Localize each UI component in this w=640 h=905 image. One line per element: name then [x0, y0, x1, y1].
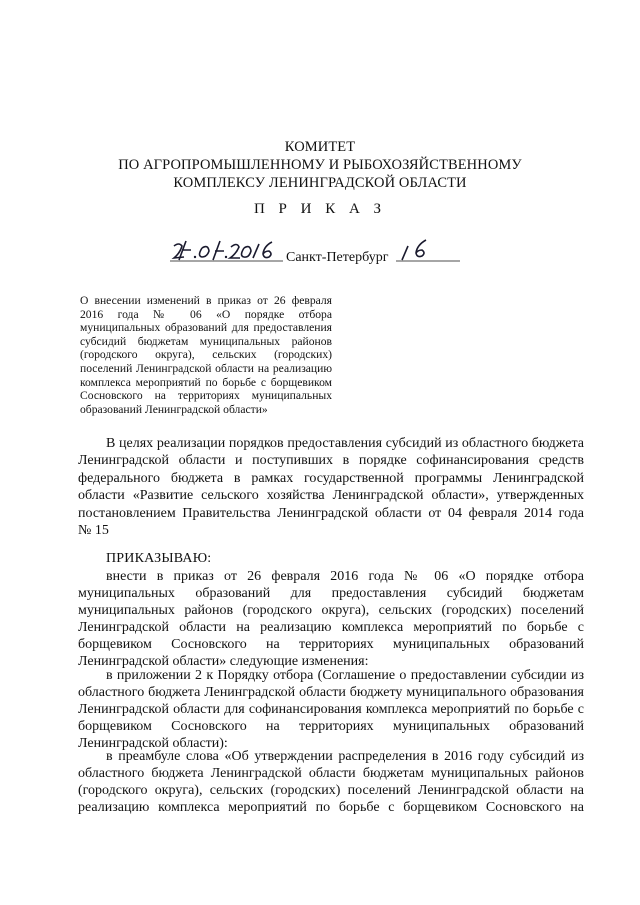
main-line: внести в приказ от 26 февраля 2016 года № 06 «О порядке отбора [106, 569, 584, 584]
main-line: муниципальных образований для предоставления субсидий бюджетам [78, 586, 584, 601]
appendix-change-paragraph [78, 667, 584, 752]
subject-line: 2016 года № 06 «О порядке отбора [80, 307, 332, 321]
main-line: Ленинградской области на реализацию комплекса мероприятий по борьбе с [78, 620, 584, 635]
main-line: муниципальных районов (городского округа), сельских (городских) поселений [78, 603, 584, 618]
preamble-change-line: в преамбуле слова «Об утверждении распределения в 2016 году субсидий из [106, 749, 584, 764]
ordering-word: ПРИКАЗЫВАЮ: [106, 551, 212, 566]
preamble-change-line: реализацию комплекса мероприятий по борьбе с борщевиком Сосновского на [78, 800, 584, 815]
subject-line: поселений Ленинградской области на реализацию [80, 361, 332, 375]
preamble-line: постановлением Правительства Ленинградской области от 04 февраля 2014 года [78, 505, 584, 521]
appendix-line: областного бюджета Ленинградской области бюджету муниципального образования [78, 685, 584, 700]
preamble-line: Ленинградской области и поступивших в порядке софинансирования средств [78, 453, 584, 469]
header-line-3: КОМПЛЕКСУ ЛЕНИНГРАДСКОЙ ОБЛАСТИ [173, 175, 467, 191]
order-subject [80, 294, 332, 416]
date-and-place-line [168, 236, 468, 266]
document-type-title: П Р И К А З [253, 201, 387, 217]
appendix-line: в приложении 2 к Порядку отбора (Соглашение о предоставлении субсидии из [106, 668, 584, 683]
preamble-line: № 15 [78, 522, 109, 538]
header-line-1: КОМИТЕТ [284, 139, 356, 155]
header-line-2: ПО АГРОПРОМЫШЛЕННОМУ И РЫБОХОЗЯЙСТВЕННОМУ [118, 157, 522, 173]
preamble-change-line: областного бюджета Ленинградской области бюджетам муниципальных районов [78, 766, 584, 781]
preamble-change-paragraph [78, 748, 584, 816]
preamble-line: федерального бюджета в рамках государственной программы Ленинградской [78, 470, 584, 486]
preamble-change-line: (городского округа), сельских (городских) поселений Ленинградской области на [78, 783, 584, 798]
main-order-paragraph [78, 568, 584, 670]
main-line: Ленинградской области» следующие изменения: [78, 654, 369, 669]
preamble-line: В целях реализации порядков предоставления субсидий из областного бюджета [106, 436, 584, 451]
appendix-line: Ленинградской области для софинансирования комплекса мероприятий по борьбе с [78, 702, 584, 717]
preamble-paragraph [78, 435, 584, 539]
appendix-line: борщевиком Сосновского на территориях муниципальных образований [78, 719, 584, 734]
subject-line: Сосновского на территориях муниципальных [80, 389, 332, 403]
main-line: борщевиком Сосновского на территориях муниципальных образований [78, 637, 584, 652]
subject-line: образований Ленинградской области» [80, 402, 268, 416]
subject-line: О внесении изменений в приказ от 26 февраля [80, 294, 332, 307]
city-label: Санкт-Петербург [286, 250, 389, 265]
appendix-line: Ленинградской области): [78, 736, 228, 751]
subject-line: субсидий бюджетам муниципальных районов [80, 334, 332, 348]
subject-line: муниципальных образований для предоставления [80, 321, 332, 335]
subject-line: (городского округа), сельских (городских) [80, 348, 332, 362]
subject-line: комплекса мероприятий по борьбе с борщевиком [80, 375, 332, 389]
preamble-line: области «Развитие сельского хозяйства Ленинградской области», утвержденных [78, 488, 584, 504]
